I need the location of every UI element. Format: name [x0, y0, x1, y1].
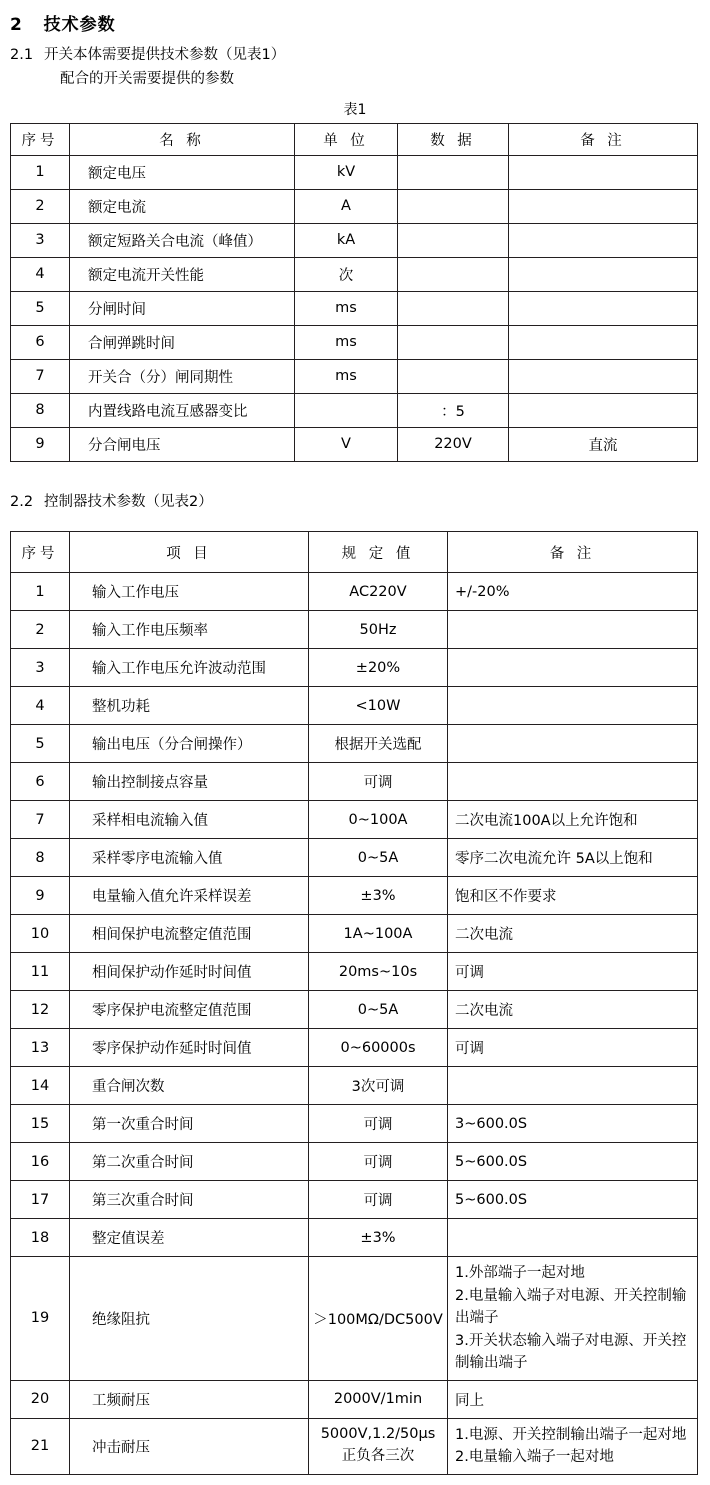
table2-header-no: 序号 [11, 532, 70, 573]
cell-item: 输入工作电压 [70, 573, 309, 611]
table-row [11, 223, 698, 257]
section-number: 2 [10, 15, 23, 35]
table-row [11, 877, 698, 915]
cell-value: 0~60000s [309, 1029, 448, 1067]
table-header-row [11, 123, 698, 155]
cell-no: 3 [11, 649, 70, 687]
table2-header-item: 项 目 [70, 532, 309, 573]
cell-value: AC220V [309, 573, 448, 611]
cell-value: 20ms~10s [309, 953, 448, 991]
table-spec-switch [10, 123, 698, 462]
cell-unit: ms [295, 325, 398, 359]
table-row [11, 1105, 698, 1143]
cell-name: 内置线路电流互感器变比 [70, 393, 295, 427]
cell-remark: 5~600.0S [448, 1181, 698, 1219]
cell-remark: 直流 [509, 427, 698, 461]
table-row [11, 915, 698, 953]
cell-remark [448, 1067, 698, 1105]
cell-no: 8 [11, 839, 70, 877]
table-row [11, 257, 698, 291]
cell-remark [509, 189, 698, 223]
cell-remark: 零序二次电流允许 5A以上饱和 [448, 839, 698, 877]
cell-remark [448, 649, 698, 687]
cell-item: 绝缘阻抗 [70, 1257, 309, 1380]
cell-no: 5 [11, 725, 70, 763]
cell-no: 9 [11, 427, 70, 461]
cell-remark: 5~600.0S [448, 1143, 698, 1181]
cell-value: 2000V/1min [309, 1380, 448, 1418]
cell-remark [509, 155, 698, 189]
subsection-2-2 [10, 492, 700, 514]
cell-unit: kA [295, 223, 398, 257]
cell-item: 冲击耐压 [70, 1418, 309, 1474]
table-header-row [11, 532, 698, 573]
table1-header-no: 序号 [11, 123, 70, 155]
remark-line-3: 3.开关状态输入端子对电源、开关控制输出端子 [455, 1332, 687, 1372]
cell-no: 4 [11, 687, 70, 725]
cell-no: 2 [11, 611, 70, 649]
cell-remark [509, 393, 698, 427]
cell-remark [509, 325, 698, 359]
cell-item: 输入工作电压允许波动范围 [70, 649, 309, 687]
remark-line-2: 2.电量输入端子对电源、开关控制输出端子 [455, 1287, 687, 1327]
table-row [11, 1067, 698, 1105]
cell-no: 13 [11, 1029, 70, 1067]
table-row [11, 393, 698, 427]
cell-remark [448, 611, 698, 649]
table-row [11, 801, 698, 839]
cell-remark: 二次电流 [448, 915, 698, 953]
table-row [11, 763, 698, 801]
cell-data [398, 189, 509, 223]
cell-no: 1 [11, 573, 70, 611]
cell-remark [509, 291, 698, 325]
cell-item: 整机功耗 [70, 687, 309, 725]
cell-value: 3次可调 [309, 1067, 448, 1105]
table-row-insulation [11, 1257, 698, 1380]
subsection-2-1 [10, 45, 700, 67]
table-row [11, 155, 698, 189]
cell-item: 第一次重合时间 [70, 1105, 309, 1143]
table-row [11, 611, 698, 649]
cell-no: 4 [11, 257, 70, 291]
table-spec-controller [10, 531, 698, 1474]
cell-value [309, 1418, 448, 1474]
cell-value: 0~100A [309, 801, 448, 839]
cell-name: 额定电压 [70, 155, 295, 189]
cell-name: 额定短路关合电流（峰值） [70, 223, 295, 257]
cell-no: 16 [11, 1143, 70, 1181]
cell-no: 7 [11, 359, 70, 393]
table-row [11, 291, 698, 325]
table-row [11, 839, 698, 877]
section-title-text: 技术参数 [43, 15, 116, 35]
cell-item: 重合闸次数 [70, 1067, 309, 1105]
cell-value: ±3% [309, 877, 448, 915]
cell-item: 相间保护电流整定值范围 [70, 915, 309, 953]
cell-remark [448, 763, 698, 801]
cell-item: 输出控制接点容量 [70, 763, 309, 801]
subsection-2-1-number: 2.1 [10, 47, 34, 63]
cell-no: 14 [11, 1067, 70, 1105]
cell-remark [448, 687, 698, 725]
cell-item: 零序保护动作延时时间值 [70, 1029, 309, 1067]
table1-header-unit: 单 位 [295, 123, 398, 155]
cell-no: 5 [11, 291, 70, 325]
cell-no: 10 [11, 915, 70, 953]
cell-item: 第三次重合时间 [70, 1181, 309, 1219]
cell-remark [509, 359, 698, 393]
cell-remark: 可调 [448, 1029, 698, 1067]
cell-no: 8 [11, 393, 70, 427]
cell-item: 输出电压（分合闸操作） [70, 725, 309, 763]
table-row [11, 359, 698, 393]
cell-value: 0~5A [309, 839, 448, 877]
cell-value: 可调 [309, 1181, 448, 1219]
cell-value: 0~5A [309, 991, 448, 1029]
cell-remark [448, 1219, 698, 1257]
cell-data [398, 291, 509, 325]
cell-remark: 同上 [448, 1380, 698, 1418]
cell-remark: 二次电流100A以上允许饱和 [448, 801, 698, 839]
cell-value: 50Hz [309, 611, 448, 649]
remark-line-1: 1.外部端子一起对地 [455, 1265, 585, 1282]
cell-item: 电量输入值允许采样误差 [70, 877, 309, 915]
table-row [11, 1181, 698, 1219]
subsection-2-2-text: 控制器技术参数（见表2） [44, 493, 213, 510]
cell-unit: kV [295, 155, 398, 189]
table-row [11, 725, 698, 763]
cell-name: 分闸时间 [70, 291, 295, 325]
cell-no: 20 [11, 1380, 70, 1418]
cell-value: 根据开关选配 [309, 725, 448, 763]
cell-item: 采样零序电流输入值 [70, 839, 309, 877]
cell-unit: A [295, 189, 398, 223]
cell-value: <10W [309, 687, 448, 725]
cell-name: 额定电流 [70, 189, 295, 223]
cell-remark: 饱和区不作要求 [448, 877, 698, 915]
table-row [11, 1029, 698, 1067]
cell-data: ：5 [398, 393, 509, 427]
cell-remark [509, 223, 698, 257]
table1-header-name: 名 称 [70, 123, 295, 155]
cell-item: 相间保护动作延时时间值 [70, 953, 309, 991]
cell-no: 7 [11, 801, 70, 839]
cell-no: 9 [11, 877, 70, 915]
cell-value: ＞100MΩ/DC500V [309, 1257, 448, 1380]
cell-no: 6 [11, 325, 70, 359]
page-title [10, 10, 700, 35]
table-row [11, 953, 698, 991]
cell-value: 可调 [309, 1143, 448, 1181]
table-row [11, 991, 698, 1029]
cell-unit [295, 393, 398, 427]
value-line-1: 5000V,1.2/50μs [320, 1426, 436, 1443]
table-row [11, 325, 698, 359]
table-row [11, 649, 698, 687]
cell-data [398, 155, 509, 189]
cell-no: 6 [11, 763, 70, 801]
cell-no: 21 [11, 1418, 70, 1474]
remark-line-2: 2.电量输入端子一起对地 [455, 1449, 614, 1466]
cell-name: 合闸弹跳时间 [70, 325, 295, 359]
cell-item: 零序保护电流整定值范围 [70, 991, 309, 1029]
cell-value: 可调 [309, 763, 448, 801]
table-row [11, 427, 698, 461]
cell-data [398, 257, 509, 291]
remark-line-1: 1.电源、开关控制输出端子一起对地 [455, 1426, 687, 1443]
cell-remark [448, 725, 698, 763]
cell-remark: 二次电流 [448, 991, 698, 1029]
cell-data [398, 223, 509, 257]
table2-header-value: 规 定 值 [309, 532, 448, 573]
cell-name: 额定电流开关性能 [70, 257, 295, 291]
cell-item: 采样相电流输入值 [70, 801, 309, 839]
cell-remark: 3~600.0S [448, 1105, 698, 1143]
cell-item: 整定值误差 [70, 1219, 309, 1257]
cell-data [398, 359, 509, 393]
table2-header-remark: 备 注 [448, 532, 698, 573]
cell-value: ±20% [309, 649, 448, 687]
cell-item: 输入工作电压频率 [70, 611, 309, 649]
subsection-2-1-text: 开关本体需要提供技术参数（见表1） [44, 47, 286, 63]
table-row [11, 189, 698, 223]
cell-name: 分合闸电压 [70, 427, 295, 461]
cell-no: 18 [11, 1219, 70, 1257]
cell-unit: V [295, 427, 398, 461]
cell-no: 12 [11, 991, 70, 1029]
cell-no: 19 [11, 1257, 70, 1380]
cell-value: 1A~100A [309, 915, 448, 953]
cell-unit: ms [295, 291, 398, 325]
table1-header-data: 数 据 [398, 123, 509, 155]
cell-no: 15 [11, 1105, 70, 1143]
cell-value: 可调 [309, 1105, 448, 1143]
cell-value: ±3% [309, 1219, 448, 1257]
table-row [11, 687, 698, 725]
cell-remark: 可调 [448, 953, 698, 991]
value-line-2: 正负各三次 [341, 1448, 415, 1465]
table-row-impulse [11, 1418, 698, 1474]
cell-no: 17 [11, 1181, 70, 1219]
table-row [11, 1380, 698, 1418]
cell-item: 第二次重合时间 [70, 1143, 309, 1181]
table-row [11, 1143, 698, 1181]
cell-remark [448, 1257, 698, 1380]
cell-unit: ms [295, 359, 398, 393]
cell-no: 2 [11, 189, 70, 223]
cell-unit: 次 [295, 257, 398, 291]
subsection-2-1-line2: 配合的开关需要提供的参数 [60, 70, 234, 87]
cell-no: 11 [11, 953, 70, 991]
subsection-2-2-number: 2.2 [10, 493, 34, 510]
cell-no: 3 [11, 223, 70, 257]
table-row [11, 573, 698, 611]
cell-remark [509, 257, 698, 291]
table1-caption: 表1 [343, 101, 367, 118]
cell-item: 工频耐压 [70, 1380, 309, 1418]
cell-data: 220V [398, 427, 509, 461]
table1-header-remark: 备 注 [509, 123, 698, 155]
table-row [11, 1219, 698, 1257]
cell-remark: +/-20% [448, 573, 698, 611]
cell-data [398, 325, 509, 359]
cell-no: 1 [11, 155, 70, 189]
cell-name: 开关合（分）闸同期性 [70, 359, 295, 393]
cell-remark [448, 1418, 698, 1474]
